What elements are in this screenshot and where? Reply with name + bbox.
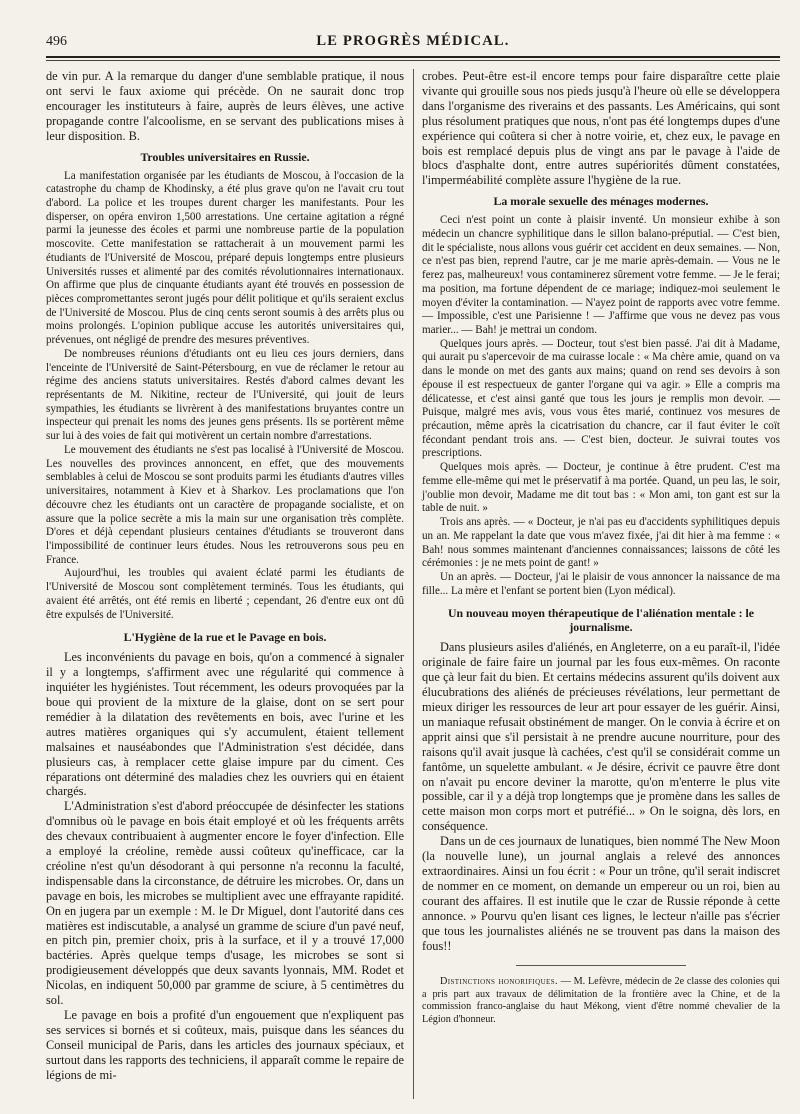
troubles-body	[46, 170, 404, 623]
troubles-paragraph: Le mouvement des étudiants ne s'est pas localisé à l'Université de Moscou. Les nouvelles des provinces annoncent, en effet, que des mouvements semblables à celui de Moscou se sont produits parmi les étudiants d'autres villes universitaires, notamment à Kiev et à Sharkov. Les proclamations que l'on découvre chez les étudiants ont un caractère de propagande socialiste, et on assure que la police secrète a mis la main sur une organisation très complète. D'ores et déjà cependant plusieurs centaines d'étudiants se trouveront dans l'impossibilité de continuer leurs études. Nous les retrouverons sous peu en France.	[46, 443, 404, 566]
morale-paragraph: Trois ans après. — « Docteur, je n'ai pas eu d'accidents syphilitiques depuis un an. Me rappelant la date que vous m'avez fixée, j'ai dit hier à ma femme : « Bah! nous sommes maintenant d'anciennes connaissances; laissons de côté les cérémonies : je ne mets point de gant! »	[422, 516, 780, 570]
nouveau-heading: Un nouveau moyen thérapeutique de l'aliénation mentale : le journalisme.	[447, 606, 755, 635]
morale-heading: La morale sexuelle des ménages modernes.	[493, 194, 709, 209]
columns	[46, 69, 780, 1099]
hygiene-paragraph: Les inconvénients du pavage en bois, qu'on a commencé à signaler il y a longtemps, s'affirment avec une régularité qui commence à inquiéter les hygiénistes. Tout récemment, les odeurs provoquées par la boue qui provient de la mixture de la glaise, dont on se sert pour remédier à la dilatation des revêtements en bois, avec l'urine et les autres matières organiques qui s'y accumulent, étaient tellement malsaines et nauséabondes que l'Administration s'est décidée, dans plusieurs cas, à remplacer cette glaise impure par du ciment. Ces réparations ont déterminé des maladies chez les ouvriers qui en étaient chargés.	[46, 650, 404, 799]
hygiene-paragraph: Le pavage en bois a profité d'un engouement que n'expliquent pas ses services si bornés et si coûteux, mais, puisque dans les séances du Conseil municipal de Paris, dans les articles des journaux spéciaux, et surtout dans les rapports des techniciens, il apparaît comme le repaire de légions de mi-	[46, 1008, 404, 1082]
morale-paragraph: Un an après. — Docteur, j'ai le plaisir de vous annoncer la naissance de ma fille... La mère et l'enfant se portent bien (Lyon médical).	[422, 570, 780, 597]
nouveau-paragraph: Dans un de ces journaux de lunatiques, bien nommé The New Moon (la nouvelle lune), un journal anglais a relevé des annonces extraordinaires. Ainsi un fou écrit : « Pour un trône, qu'il serait indiscret de nommer en ce moment, on demande un empereur ou un roi, bien au courant des affaires. Il est inutile que le czar de Russie réponde à cette annonce. » Pourvu qu'en lisant ces lignes, le lecteur n'aille pas s'écrier que tous les journalistes aliénés ne se trouvent pas dans la maison des fous!!	[422, 834, 780, 953]
running-title: LE PROGRÈS MÉDICAL.	[316, 33, 510, 49]
nouveau-paragraph: Dans plusieurs asiles d'aliénés, en Angleterre, on a eu paraît-il, l'idée originale de faire faire un journal par les fous eux-mêmes. On raconte que çà leur fait du bien. Et certains médecins assurent qu'ils doivent aux élucubrations des aliénés de précieuses révélations, leur permettant de mieux diriger les ressources de leur art pour essayer de les guérir. Ainsi, un maniaque refusait obstinément de manger. On le convia à écrire et on apprit ainsi que s'il persistait à ne prendre aucune nourriture, pour des raisons qu'il avait jusque là cachées, c'est qu'il se considérait comme un fantôme, un squelette ambulant. « Je désire, écrivit ce pauvre être dont on n'avait pu encore deviner la marotte, qu'on m'enterre le plus vite possible, car il y a déjà trop longtemps que je promène dans les salles de cette maison mon corps mort et putréfié... » On le soigna, dès lors, en conséquence.	[422, 640, 780, 834]
hygiene-body	[46, 650, 404, 1082]
page	[46, 30, 780, 1099]
morale-paragraph: Quelques mois après. — Docteur, je continue à être prudent. C'est ma femme elle-même qui met le préservatif à ma portée. Quand, un peu las, le soir, j'oublie mon devoir, Madame me dit tout bas : « Mon ami, ton gant est sur la table de nuit. »	[422, 461, 780, 515]
distinctions-block	[422, 976, 780, 1026]
distinctions-paragraph	[422, 976, 780, 1026]
troubles-paragraph: Aujourd'hui, les troubles qui avaient éclaté parmi les étudiants de l'Université de Moscou sont complètement terminés. Tous les étudiants, qui avaient été arrêtés, ont été remis en liberté ; cependant, 26 d'entre eux ont dû être expulsés de l'Université.	[46, 567, 404, 621]
left-column	[46, 69, 404, 1099]
section-separator	[516, 965, 686, 966]
troubles-paragraph: De nombreuses réunions d'étudiants ont eu lieu ces jours derniers, dans l'enceinte de l'Université de Saint-Pétersbourg, en vue de réclamer le retour au régime des anciens statuts universitaires. Restés d'abord calmes devant les représentants de M. Nikitine, recteur de l'Université, qui jouit de leurs sympathies, les étudiants se livrèrent à des manifestations bruyantes contre un inspecteur qui prenait les noms des jeunes gens présents. Ils se portèrent même sur lui à des voies de fait qui motivèrent un certain nombre d'arrestations.	[46, 347, 404, 443]
distinctions-label: Distinctions honorifiques.	[440, 976, 558, 988]
morale-paragraph: Ceci n'est point un conte à plaisir inventé. Un monsieur exhibe à son médecin un chancre syphilitique dans le sillon balano-préputial. — C'est bien, dit le spécialiste, nous allons vous guérir cet accident en deux semaines. — Non, ce n'est pas bien, reprend l'autre, car je me marie après-demain. — Vous ne le ferez pas, malheureux! vous contaminerez sûrement votre femme. — Je le ferai; ma position, ma fortune dépendent de ce mariage; indiquez-moi seulement le moyen d'éviter la contamination. — N'ayez point de rapports avec votre femme. — Impossible, c'est une Parisienne ! — J'affirme que vous ne devez pas vous marier... — Bah! je mettrai un condom.	[422, 214, 780, 336]
hygiene-paragraph: L'Administration s'est d'abord préoccupée de désinfecter les stations d'omnibus où le pavage en bois était employé et où les fréquents arrêts des chevaux contribuaient à augmenter encore le foyer d'infection. Elle a employé la créoline, remède aussi coûteux qu'inefficace, car la créoline n'est qu'un désodorant à qui personne n'a reconnu la faculté, indispensable dans la circonstance, de détruire les microbes. Or, dans un pavage en bois, les microbes se multiplient avec une effrayante rapidité. On en jugera par un exemple : M. le Dr Miguel, dont l'autorité dans ces matières est indiscutable, a analysé un gramme de sciure d'un pavé neuf, en pitch pin, premier choix, pris à la surface, et il y a trouvé 17,000 bactéries. Après quelque temps d'usage, les microbes se sont si prodigieusement développés que deux savants lyonnais, MM. Rodet et Nicolas, en indiquent 50,000 par gramme de sciure, à 5 centimètres du sol.	[46, 799, 404, 1008]
header-rule-thin	[46, 60, 780, 61]
header-rule	[46, 56, 780, 58]
distinctions-text: — M. Lefèvre, médecin de 2e classe des colonies qui a pris part aux travaux de délimitation de la frontière avec la Chine, et de la commission franco-anglaise du haut Mékong, vient d'être nommé chevalier de la Légion d'honneur.	[422, 976, 780, 1025]
intro-paragraph: de vin pur. A la remarque du danger d'une semblable pratique, il nous ont servi le faux axiome qui précède. On ne saurait donc trop encourager les instituteurs à faire, auprès de leurs élèves, une active propagande contre l'alcoolisme, en se servant des publications mises à leur disposition. B.	[46, 69, 404, 143]
troubles-paragraph: La manifestation organisée par les étudiants de Moscou, à l'occasion de la catastrophe du champ de Khodinsky, a été plus grave qu'on ne l'avait cru tout d'abord. La police et les troupes durent charger les manifestants. Pour les disperser, on opéra environ 1,500 arrestations. Une certaine agitation a régné parmi la jeunesse des écoles et parmi une nombreuse partie de la population moscovite. Cette manifestation se rattacherait à un mouvement parmi les étudiants de l'Université de Moscou, préparé depuis longtemps entre plusieurs Universités russes et alimenté par des comités révolutionnaires internationaux. On affirme que plus de cinquante étudiants ayant été trouvés en possession de pièces compromettantes seront jugés pour délit politique et qu'ils seraient exclus de l'Université de Moscou. Plus de cinq cents seront soumis à des arrêts plus ou moins prolongés. L'opinion publique accuse les autorités universitaires qui, prévenues, ont négligé de prendre des mesures préventives.	[46, 169, 404, 347]
page-number: 496	[46, 34, 67, 49]
morale-paragraph: Quelques jours après. — Docteur, tout s'est bien passé. J'ai dit à Madame, qui aurait pu s'apercevoir de ma cuirasse locale : « Ma chère amie, quand on va dans le monde on met des gants aux mains; quand on rend ses devoirs à son épouse il est respectueux de ganter l'organe qui va agir. » Elle a compris ma délicatesse, et c'est ainsi ganté que tous les jours je remplis mon devoir. — Puisque, malgré mes avis, vous vous êtes marié, continuez vos mesures de précaution, même après la cicatrisation du chancre, car il faut éviter le coït fécondant pendant trois ans. — C'est bien, docteur. Je suivrai toutes vos prescriptions.	[422, 337, 780, 460]
page-header	[46, 30, 780, 54]
right-column	[422, 69, 780, 1099]
nouveau-body	[422, 640, 780, 953]
column-divider	[413, 69, 414, 1099]
morale-body	[422, 214, 780, 598]
continuation-paragraph: crobes. Peut-être est-il encore temps pour faire disparaître cette plaie vivante qui grouille sous nos pieds jusqu'à l'heure où elle se développera dans l'organisme des riverains et des passants. Les Américains, qui sont plus résolument pratiques que nous, n'ont pas été longtemps dupes d'une expérience qui coûtera si cher à notre voirie, et, chez eux, le pavage en bois est remplacé depuis plus de vingt ans par le pavage à l'aide de blocs d'asphalte dont, entre autres supériorités dûment constatées, l'imperméabilité complète assure l'hygiène de la rue.	[422, 69, 780, 188]
hygiene-heading: L'Hygiène de la rue et le Pavage en bois.	[123, 630, 327, 645]
troubles-heading: Troubles universitaires en Russie.	[140, 149, 310, 164]
